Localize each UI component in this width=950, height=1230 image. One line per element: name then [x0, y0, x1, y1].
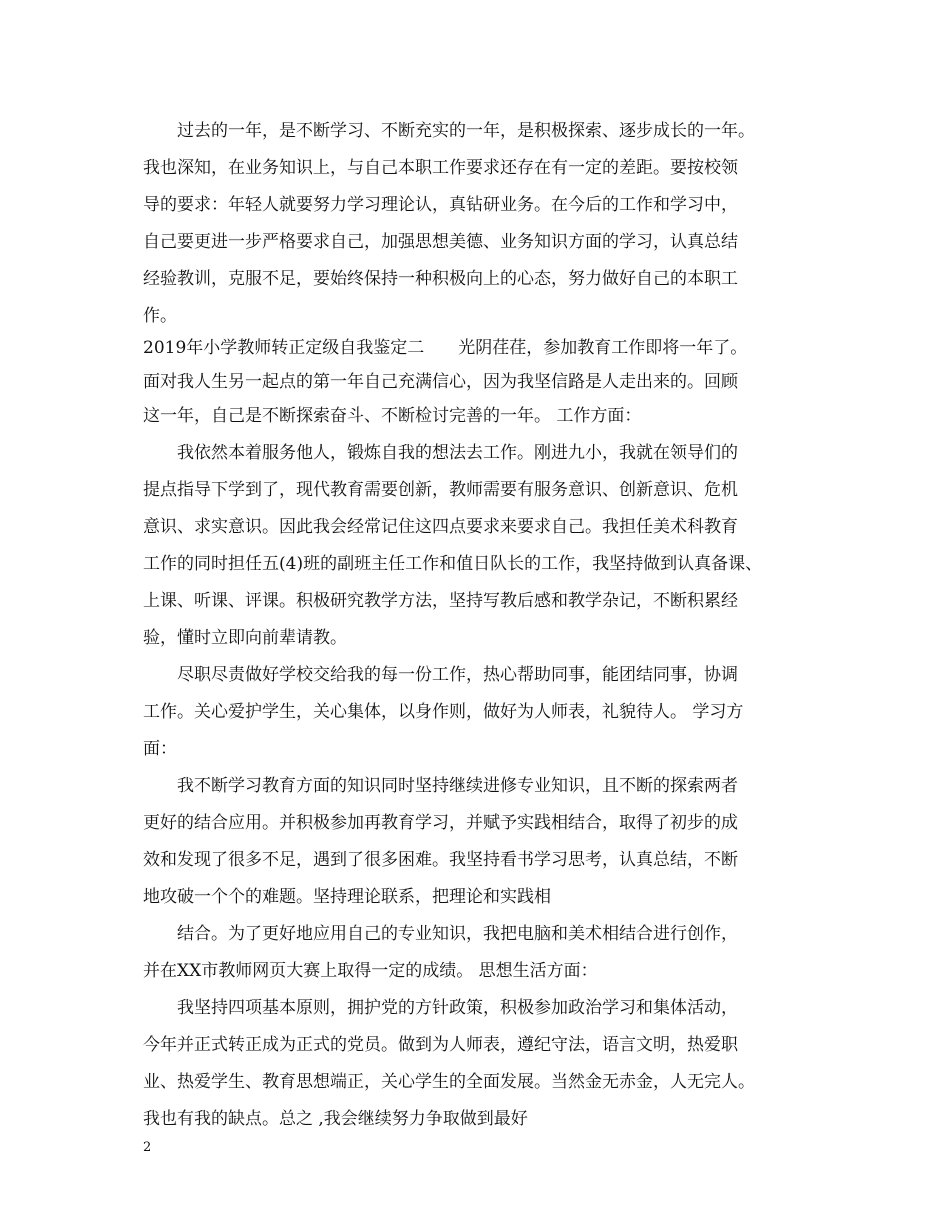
text-line: 导的要求：年轻人就要努力学习理论认，真钻研业务。在今后的工作和学习中，: [143, 195, 738, 215]
text-line: 我坚持四项基本原则，拥护党的方针政策，积极参加政治学习和集体活动，: [143, 998, 738, 1018]
text-line: 2019年小学教师转正定级自我鉴定二 光阴荏荏，参加教育工作即将一年了。: [143, 338, 748, 358]
text-line: 上课、听课、评课。积极研究教学方法，坚持写教后感和教学杂记，不断积累经: [143, 591, 738, 611]
text-line: 效和发现了很多不足，遇到了很多困难。我坚持看书学习思考，认真总结，不断: [143, 850, 738, 870]
text-line: 结合。为了更好地应用自己的专业知识，我把电脑和美术相结合进行创作，: [143, 924, 738, 944]
text-line: 工作。关心爱护学生，关心集体，以身作则，做好为人师表，礼貌待人。 学习方: [143, 702, 744, 722]
text-line: 提点指导下学到了，现代教育需要创新，教师需要有服务意识、创新意识、危机: [143, 480, 738, 500]
text-line: 意识、求实意识。因此我会经常记住这四点要求来要求自己。我担任美术科教育: [143, 517, 738, 537]
text-line: 过去的一年，是不断学习、不断充实的一年，是积极探索、逐步成长的一年。: [143, 121, 755, 141]
text-line: 面：: [143, 739, 177, 759]
text-line: 工作的同时担任五(4)班的副班主任工作和值日队长的工作，我坚持做到认真备课、: [143, 554, 763, 574]
text-line: 我不断学习教育方面的知识同时坚持继续进修专业知识，且不断的探索两者: [143, 776, 738, 796]
text-line: 经验教训，克服不足，要始终保持一种积极向上的心态，努力做好自己的本职工: [143, 269, 738, 289]
text-line: 业、热爱学生、教育思想端正，关心学生的全面发展。当然金无赤金，人无完人。: [143, 1072, 755, 1092]
text-line: 我也深知，在业务知识上，与自己本职工作要求还存在有一定的差距。要按校领: [143, 158, 738, 178]
text-line: 并在XX市教师网页大赛上取得一定的成绩。 思想生活方面：: [143, 961, 598, 981]
text-line: 作。: [143, 306, 177, 326]
text-line: 尽职尽责做好学校交给我的每一份工作，热心帮助同事，能团结同事，协调: [143, 665, 738, 685]
text-line: 我也有我的缺点。总之 ,我会继续努力争取做到最好: [143, 1109, 528, 1129]
text-line: 这一年，自己是不断探索奋斗、不断检讨完善的一年。 工作方面：: [143, 406, 642, 426]
text-line: 验，懂时立即向前辈请教。: [143, 628, 347, 648]
text-line: 自己要更进一步严格要求自己，加强思想美德、业务知识方面的学习，认真总结: [143, 232, 738, 252]
text-line: 我依然本着服务他人，锻炼自我的想法去工作。刚进九小，我就在领导们的: [143, 443, 738, 463]
text-line: 地攻破一个个的难题。坚持理论联系，把理论和实践相: [143, 887, 551, 907]
page-number: 2: [143, 1140, 152, 1155]
text-line: 今年并正式转正成为正式的党员。做到为人师表，遵纪守法，语言文明，热爱职: [143, 1035, 738, 1055]
text-line: 更好的结合应用。并积极参加再教育学习，并赋予实践相结合，取得了初步的成: [143, 813, 738, 833]
text-line: 面对我人生另一起点的第一年自己充满信心，因为我坚信路是人走出来的。回顾: [143, 372, 738, 392]
